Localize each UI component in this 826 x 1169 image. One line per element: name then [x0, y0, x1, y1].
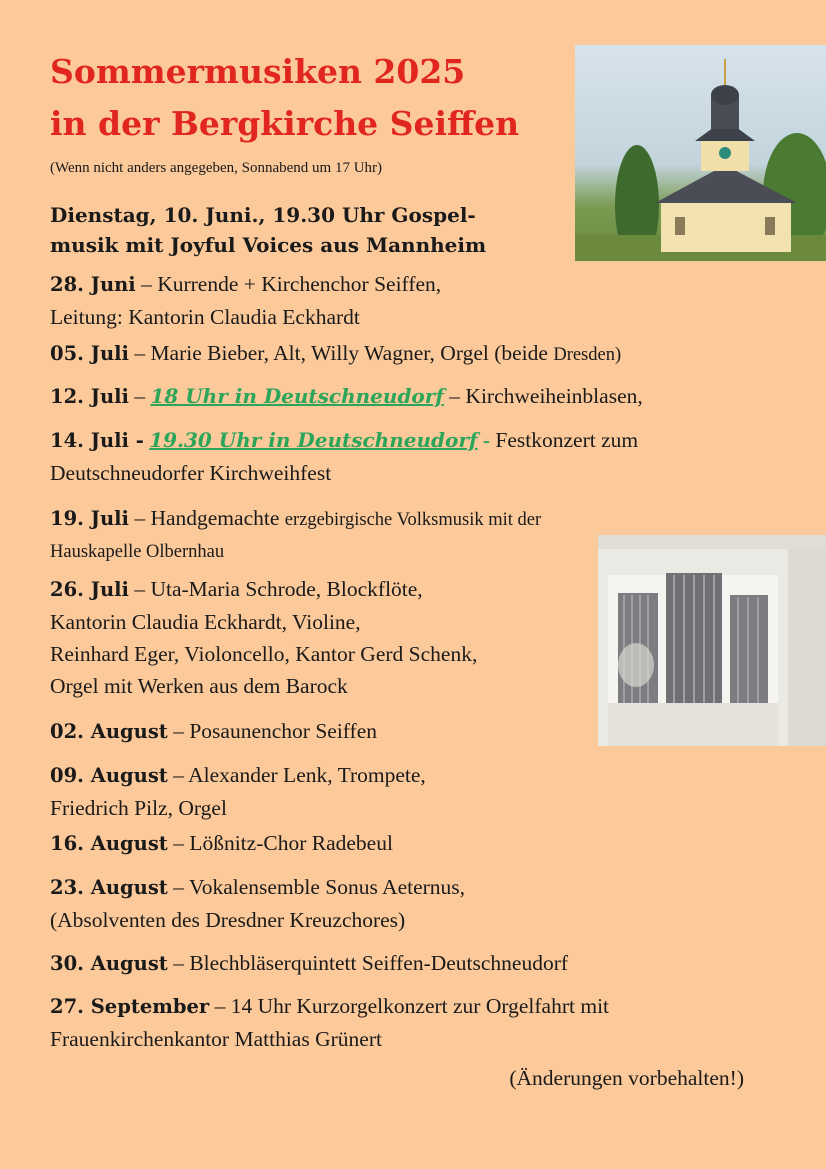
- footer-note: (Änderungen vorbehalten!): [509, 1066, 744, 1090]
- highlight-line: musik mit Joyful Voices aus Mannheim: [50, 233, 487, 257]
- event-date: 30. August: [50, 952, 168, 975]
- event-text: – Kurrende + Kirchenchor Seiffen,: [135, 272, 442, 296]
- church-photo: [575, 45, 826, 261]
- event-item: [50, 715, 790, 748]
- event-date: 19. Juli: [50, 507, 129, 530]
- event-date: 02. August: [50, 720, 168, 743]
- church-illustration: [575, 45, 826, 261]
- event-date: 14. Juli -: [50, 429, 144, 452]
- event-item: [50, 827, 790, 860]
- event-text-small: Dresden): [553, 345, 622, 365]
- event-date: 27. September: [50, 995, 210, 1018]
- event-text: – 14 Uhr Kurzorgelkonzert zur Orgelfahrt mit: [209, 994, 610, 1018]
- event-text: – Blechbläserquintett Seiffen-Deutschneudorf: [167, 951, 569, 975]
- event-item: [50, 268, 790, 333]
- event-text: – Alexander Lenk, Trompete,: [167, 763, 426, 787]
- event-separator: -: [477, 428, 496, 452]
- event-separator: –: [128, 384, 151, 408]
- event-location-link[interactable]: 18 Uhr in Deutschneudorf: [150, 384, 444, 408]
- event-text-line: (Absolventen des Dresdner Kreuzchores): [50, 908, 406, 932]
- highlight-line: Dienstag, 10. Juni., 19.30 Uhr Gospel-: [50, 203, 476, 227]
- event-text: – Uta-Maria Schrode, Blockflöte,: [128, 577, 423, 601]
- event-text-small: erzgebirgische Volksmusik mit der: [284, 510, 542, 530]
- event-location-link[interactable]: 19.30 Uhr in Deutschneudorf: [149, 428, 478, 452]
- subtitle: (Wenn nicht anders angegeben, Sonnabend um 17 Uhr): [50, 160, 383, 176]
- event-date: 12. Juli: [50, 385, 129, 408]
- event-text-line: Reinhard Eger, Violoncello, Kantor Gerd Schenk,: [50, 642, 478, 666]
- page-title: Sommermusiken 2025: [50, 52, 466, 91]
- event-text-line: Friedrich Pilz, Orgel: [50, 796, 227, 820]
- event-text-line: Hauskapelle Olbernhau: [50, 542, 225, 562]
- event-item: [50, 759, 790, 824]
- event-item: [50, 502, 790, 568]
- event-text-line: Kantorin Claudia Eckhardt, Violine,: [50, 610, 361, 634]
- event-text: – Marie Bieber, Alt, Willy Wagner, Orgel (beide: [128, 341, 554, 365]
- event-item: [50, 337, 790, 371]
- event-text-line: Orgel mit Werken aus dem Barock: [50, 674, 348, 698]
- event-item: [50, 871, 790, 936]
- highlight-event: [50, 200, 570, 260]
- event-text: Festkonzert zum: [495, 428, 639, 452]
- event-date: 16. August: [50, 832, 168, 855]
- event-date: 05. Juli: [50, 342, 129, 365]
- page-title-line2: in der Bergkirche Seiffen: [50, 104, 520, 143]
- event-text-line: Leitung: Kantorin Claudia Eckhardt: [50, 305, 360, 329]
- event-date: 28. Juni: [50, 273, 136, 296]
- event-text: – Vokalensemble Sonus Aeternus,: [167, 875, 466, 899]
- event-date: 26. Juli: [50, 578, 129, 601]
- event-item: [50, 947, 790, 980]
- event-date: 09. August: [50, 764, 168, 787]
- event-item: [50, 990, 790, 1055]
- event-date: 23. August: [50, 876, 168, 899]
- event-item: [50, 424, 790, 489]
- event-text: – Handgemachte: [128, 506, 285, 530]
- event-text: – Lößnitz-Chor Radebeul: [167, 831, 393, 855]
- event-item: [50, 380, 790, 413]
- event-text: – Kirchweiheinblasen,: [443, 384, 643, 408]
- event-item: [50, 573, 790, 702]
- event-text-line: Frauenkirchenkantor Matthias Grünert: [50, 1027, 382, 1051]
- event-text-line: Deutschneudorfer Kirchweihfest: [50, 461, 332, 485]
- event-text: – Posaunenchor Seiffen: [167, 719, 378, 743]
